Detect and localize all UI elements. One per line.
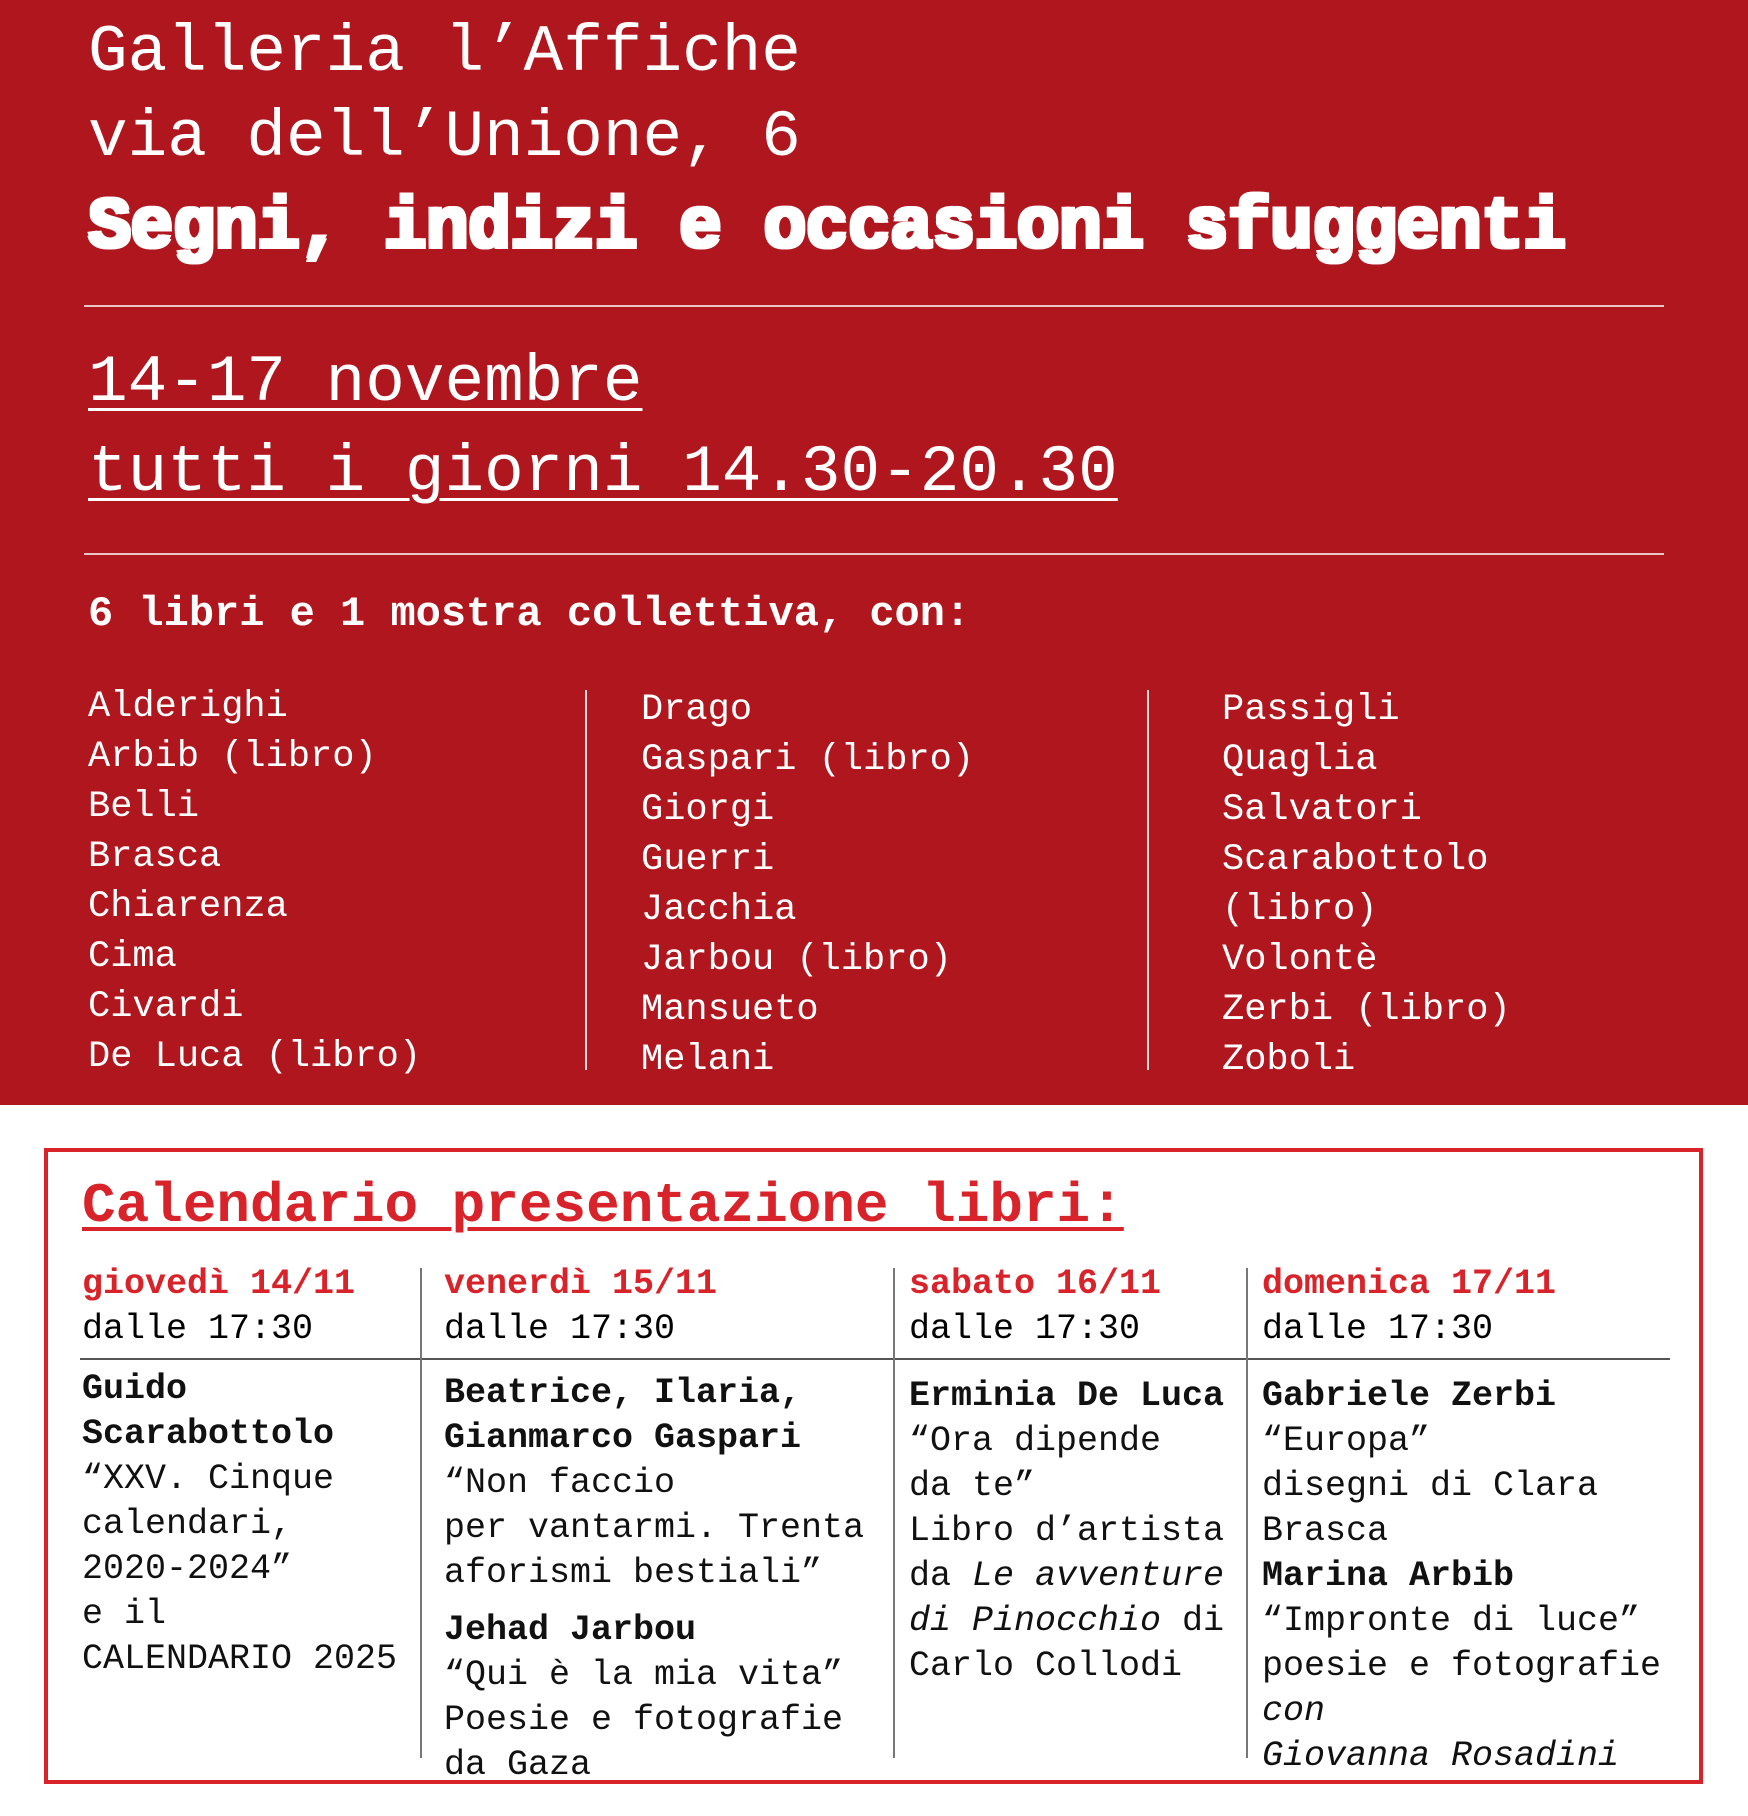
artist-name: Volontè <box>1222 939 1378 981</box>
book-note: disegni di Clara <box>1262 1466 1599 1506</box>
author-name: Marina Arbib <box>1262 1556 1515 1596</box>
day-header-sunday <box>1262 1262 1556 1352</box>
divider <box>84 553 1664 555</box>
book-title: “Qui è la mia vita” <box>444 1655 844 1695</box>
sunday-events <box>1262 1374 1661 1779</box>
day-time: dalle 17:30 <box>1262 1309 1494 1349</box>
book-note: CALENDARIO 2025 <box>82 1639 398 1679</box>
author-name: Guido <box>82 1369 188 1409</box>
artist-name: Giorgi <box>641 789 775 831</box>
day-header-thursday <box>82 1262 355 1352</box>
day-time: dalle 17:30 <box>82 1309 314 1349</box>
book-note-text: da <box>909 1556 973 1596</box>
book-title: “Non faccio <box>444 1463 676 1503</box>
artist-name: De Luca (libro) <box>88 1036 422 1078</box>
book-note: con <box>1262 1691 1326 1731</box>
day-name: domenica 17/11 <box>1262 1264 1557 1304</box>
book-title: da te” <box>909 1466 1036 1506</box>
calendar-column-divider <box>420 1268 422 1758</box>
artist-name: Guerri <box>641 839 775 881</box>
artist-name: Mansueto <box>641 989 819 1031</box>
book-title: “Europa” <box>1262 1421 1431 1461</box>
artist-name: Passigli <box>1222 689 1400 731</box>
author-name: Gianmarco Gaspari <box>444 1418 802 1458</box>
artist-name: Drago <box>641 689 753 731</box>
exhibition-subtitle: Segni, indizi e occasioni sfuggenti <box>88 187 1566 269</box>
book-source-title: di Pinocchio <box>909 1601 1162 1641</box>
artist-name: Cima <box>88 936 177 978</box>
author-name: Jehad Jarbou <box>444 1610 697 1650</box>
artist-name: Jarbou (libro) <box>641 939 952 981</box>
book-title: “Ora dipende <box>909 1421 1162 1461</box>
artist-name: Chiarenza <box>88 886 288 928</box>
day-name: venerdì 15/11 <box>444 1264 718 1304</box>
day-time: dalle 17:30 <box>909 1309 1141 1349</box>
author-name: Beatrice, Ilaria, <box>444 1373 802 1413</box>
book-title: 2020-2024” <box>82 1549 293 1589</box>
artist-name: Jacchia <box>641 889 797 931</box>
book-note: e il <box>82 1594 167 1634</box>
calendar-column-divider <box>1246 1268 1248 1758</box>
book-title: aforismi bestiali” <box>444 1553 823 1593</box>
book-note-text: di <box>1161 1601 1225 1641</box>
book-title: “XXV. Cinque <box>82 1459 335 1499</box>
book-note <box>909 1599 1224 1644</box>
artist-name: Scarabottolo <box>1222 839 1489 881</box>
guest-name: Giovanna Rosadini <box>1262 1736 1620 1776</box>
book-note: Poesie e fotografie <box>444 1700 844 1740</box>
book-note: Brasca <box>1262 1511 1389 1551</box>
artist-list-column-1 <box>88 682 421 1082</box>
book-note: da Gaza <box>444 1745 592 1785</box>
book-note <box>909 1554 1224 1599</box>
artist-name: Brasca <box>88 836 222 878</box>
spacer <box>444 1596 864 1608</box>
intro-text: 6 libri e 1 mostra collettiva, con: <box>88 590 971 638</box>
author-name: Gabriele Zerbi <box>1262 1376 1557 1416</box>
saturday-events <box>909 1374 1224 1689</box>
artist-name: Salvatori <box>1222 789 1422 831</box>
artist-name: Belli <box>88 786 200 828</box>
book-title: per vantarmi. Trenta <box>444 1508 865 1548</box>
artist-list-column-3 <box>1222 685 1511 1085</box>
column-divider <box>1147 690 1149 1070</box>
book-note: Carlo Collodi <box>909 1646 1183 1686</box>
author-name: Erminia De Luca <box>909 1376 1225 1416</box>
book-title: “Impronte di luce” <box>1262 1601 1641 1641</box>
calendar-header-divider <box>80 1358 1670 1360</box>
friday-events <box>444 1371 864 1788</box>
day-header-saturday <box>909 1262 1161 1352</box>
artist-name: Civardi <box>88 986 244 1028</box>
artist-name: Melani <box>641 1039 775 1081</box>
day-header-friday <box>444 1262 717 1352</box>
artist-name: (libro) <box>1222 889 1378 931</box>
artist-name: Alderighi <box>88 686 288 728</box>
book-note: Libro d’artista <box>909 1511 1225 1551</box>
day-time: dalle 17:30 <box>444 1309 676 1349</box>
artist-name: Quaglia <box>1222 739 1378 781</box>
opening-hours: tutti i giorni 14.30-20.30 <box>88 435 1118 510</box>
artist-name: Arbib (libro) <box>88 736 377 778</box>
artist-list-column-2 <box>641 685 974 1085</box>
thursday-events <box>82 1367 397 1682</box>
venue-address: via dell’Unione, 6 <box>88 100 801 175</box>
column-divider <box>585 690 587 1070</box>
artist-name: Zerbi (libro) <box>1222 989 1511 1031</box>
exhibition-dates: 14-17 novembre <box>88 345 643 420</box>
artist-name: Zoboli <box>1222 1039 1356 1081</box>
venue-name: Galleria l’Affiche <box>88 15 801 90</box>
author-name: Scarabottolo <box>82 1414 335 1454</box>
book-source-title: Le avventure <box>972 1556 1225 1596</box>
book-title: calendari, <box>82 1504 293 1544</box>
day-name: giovedì 14/11 <box>82 1264 356 1304</box>
artist-name: Gaspari (libro) <box>641 739 975 781</box>
divider <box>84 305 1664 307</box>
day-name: sabato 16/11 <box>909 1264 1162 1304</box>
book-note: poesie e fotografie <box>1262 1646 1662 1686</box>
calendar-title: Calendario presentazione libri: <box>82 1174 1124 1238</box>
calendar-column-divider <box>893 1268 895 1758</box>
